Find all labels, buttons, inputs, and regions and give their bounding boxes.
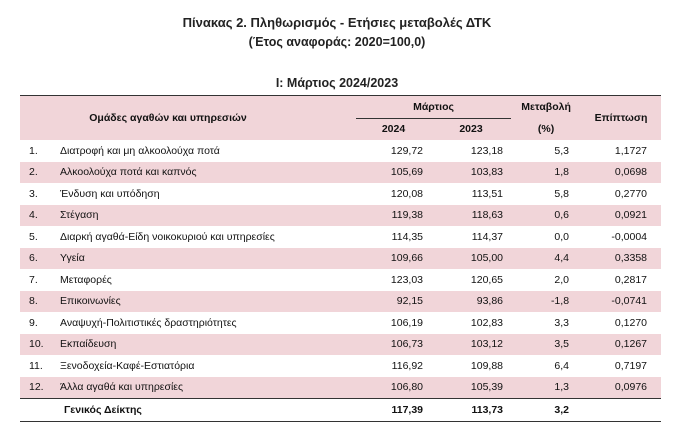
row-number: 12. — [20, 377, 56, 399]
header-row-1 — [20, 96, 661, 119]
row-value-2024: 106,73 — [356, 334, 431, 356]
table-row — [20, 248, 661, 270]
table-row — [20, 269, 661, 291]
row-name: Υγεία — [56, 248, 356, 270]
row-change: 1,3 — [511, 377, 581, 399]
header-year-2024: 2024 — [356, 118, 431, 140]
header-change-unit: (%) — [511, 118, 581, 140]
row-number: 1. — [20, 140, 56, 162]
row-value-2024: 119,38 — [356, 205, 431, 227]
row-value-2023: 105,00 — [431, 248, 511, 270]
row-name: Επικοινωνίες — [56, 291, 356, 313]
row-name: Μεταφορές — [56, 269, 356, 291]
row-value-2024: 123,03 — [356, 269, 431, 291]
row-value-2023: 93,86 — [431, 291, 511, 313]
table-row — [20, 291, 661, 313]
table-title: Πίνακας 2. Πληθωρισμός - Ετήσιες μεταβολές ΔΤΚ — [182, 15, 492, 30]
row-value-2024: 109,66 — [356, 248, 431, 270]
table-row — [20, 377, 661, 399]
row-number: 10. — [20, 334, 56, 356]
row-value-2024: 106,19 — [356, 312, 431, 334]
row-number: 11. — [20, 355, 56, 377]
table-row — [20, 334, 661, 356]
row-value-2023: 103,12 — [431, 334, 511, 356]
row-impact: 0,1270 — [581, 312, 661, 334]
header-change: Μεταβολή — [511, 96, 581, 119]
row-value-2024: 106,80 — [356, 377, 431, 399]
row-value-2023: 109,88 — [431, 355, 511, 377]
row-number: 5. — [20, 226, 56, 248]
row-impact: -0,0004 — [581, 226, 661, 248]
row-value-2024: 116,92 — [356, 355, 431, 377]
row-name: Εκπαίδευση — [56, 334, 356, 356]
row-name: Στέγαση — [56, 205, 356, 227]
table-row — [20, 226, 661, 248]
row-number: 6. — [20, 248, 56, 270]
header-groups: Ομάδες αγαθών και υπηρεσιών — [20, 96, 356, 141]
table-row — [20, 140, 661, 162]
row-change: 0,6 — [511, 205, 581, 227]
row-impact: 0,0921 — [581, 205, 661, 227]
header-impact: Επίπτωση — [581, 96, 661, 141]
header-year-2023: 2023 — [431, 118, 511, 140]
row-impact: 0,1267 — [581, 334, 661, 356]
row-impact: 0,2817 — [581, 269, 661, 291]
total-change: 3,2 — [511, 399, 581, 422]
row-name: Αναψυχή-Πολιτιστικές δραστηριότητες — [56, 312, 356, 334]
row-impact: 0,7197 — [581, 355, 661, 377]
row-number: 4. — [20, 205, 56, 227]
row-number: 3. — [20, 183, 56, 205]
row-change: -1,8 — [511, 291, 581, 313]
table-row — [20, 162, 661, 184]
row-number: 9. — [20, 312, 56, 334]
total-2024: 117,39 — [356, 399, 431, 422]
row-impact: 0,3358 — [581, 248, 661, 270]
row-value-2024: 92,15 — [356, 291, 431, 313]
total-2023: 113,73 — [431, 399, 511, 422]
row-change: 3,3 — [511, 312, 581, 334]
row-value-2023: 123,18 — [431, 140, 511, 162]
row-name: Ξενοδοχεία-Καφέ-Εστιατόρια — [56, 355, 356, 377]
row-value-2023: 113,51 — [431, 183, 511, 205]
table-row — [20, 355, 661, 377]
row-value-2024: 114,35 — [356, 226, 431, 248]
row-value-2024: 105,69 — [356, 162, 431, 184]
table-body — [20, 140, 661, 399]
row-name: Αλκοολούχα ποτά και καπνός — [56, 162, 356, 184]
row-change: 6,4 — [511, 355, 581, 377]
row-value-2023: 103,83 — [431, 162, 511, 184]
table-row — [20, 312, 661, 334]
row-impact: 0,0976 — [581, 377, 661, 399]
row-change: 5,8 — [511, 183, 581, 205]
row-change: 4,4 — [511, 248, 581, 270]
row-impact: 1,1727 — [581, 140, 661, 162]
row-number: 2. — [20, 162, 56, 184]
row-name: Διαρκή αγαθά-Είδη νοικοκυριού και υπηρεσίες — [56, 226, 356, 248]
row-change: 5,3 — [511, 140, 581, 162]
table-row — [20, 205, 661, 227]
row-name: Άλλα αγαθά και υπηρεσίες — [56, 377, 356, 399]
row-change: 2,0 — [511, 269, 581, 291]
row-impact: -0,0741 — [581, 291, 661, 313]
row-value-2024: 129,72 — [356, 140, 431, 162]
row-name: Ένδυση και υπόδηση — [56, 183, 356, 205]
row-value-2023: 114,37 — [431, 226, 511, 248]
table-row — [20, 183, 661, 205]
row-number: 7. — [20, 269, 56, 291]
row-change: 3,5 — [511, 334, 581, 356]
row-change: 1,8 — [511, 162, 581, 184]
row-value-2023: 120,65 — [431, 269, 511, 291]
table-subtitle: (Έτος αναφοράς: 2020=100,0) — [248, 35, 426, 49]
row-impact: 0,2770 — [581, 183, 661, 205]
row-number: 8. — [20, 291, 56, 313]
row-value-2023: 105,39 — [431, 377, 511, 399]
total-name: Γενικός Δείκτης — [56, 399, 356, 422]
section-title: Ι: Μάρτιος 2024/2023 — [275, 76, 399, 90]
total-row — [20, 399, 661, 422]
row-value-2024: 120,08 — [356, 183, 431, 205]
inflation-table — [20, 95, 661, 422]
row-value-2023: 102,83 — [431, 312, 511, 334]
header-month: Μάρτιος — [356, 96, 511, 119]
row-value-2023: 118,63 — [431, 205, 511, 227]
row-impact: 0,0698 — [581, 162, 661, 184]
row-name: Διατροφή και μη αλκοολούχα ποτά — [56, 140, 356, 162]
row-change: 0,0 — [511, 226, 581, 248]
